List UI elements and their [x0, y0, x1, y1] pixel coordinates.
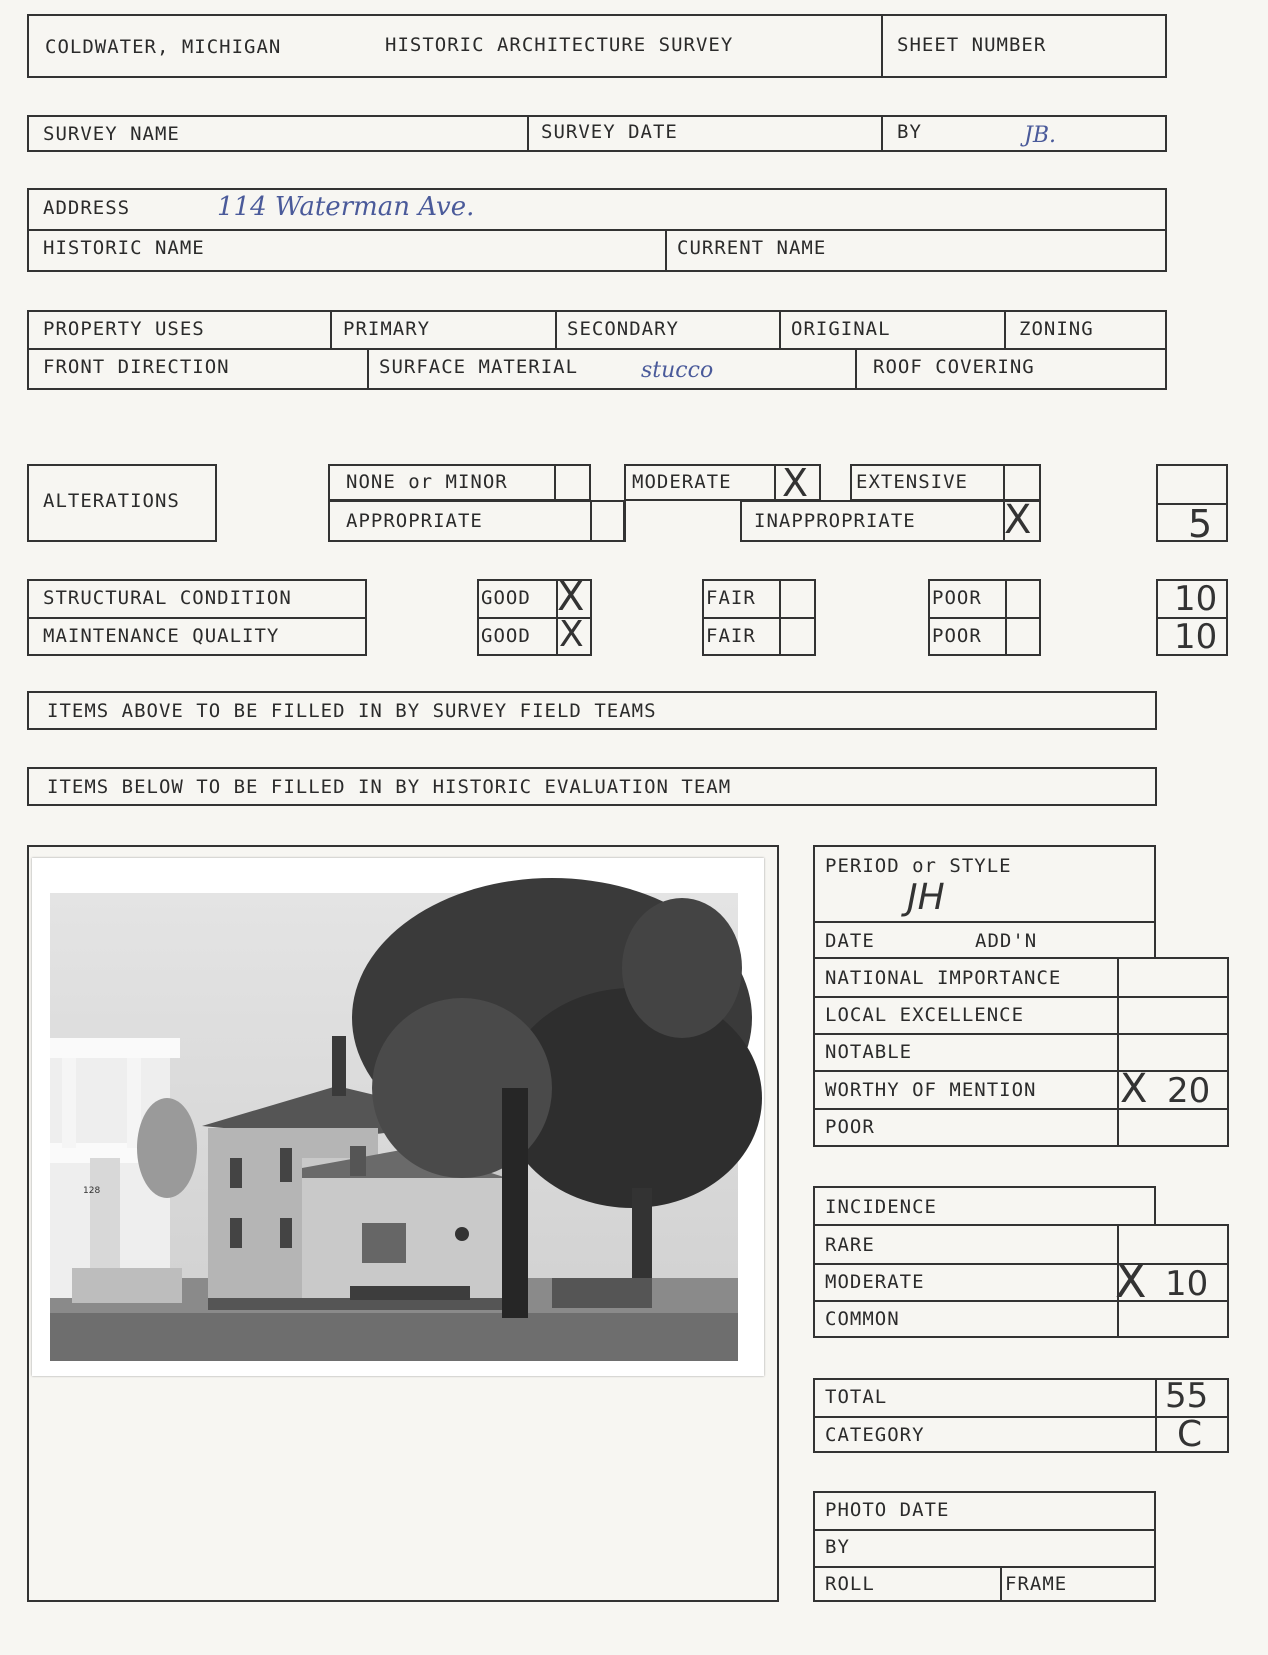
property-box	[27, 310, 1167, 390]
note-above-label: ITEMS ABOVE TO BE FILLED IN BY SURVEY FIELD TEAMS	[47, 700, 657, 722]
incidence-mark: X	[1115, 1254, 1147, 1308]
national-importance-label: NATIONAL IMPORTANCE	[825, 967, 1062, 989]
poor-box	[928, 579, 1041, 656]
note-below-box	[27, 767, 1157, 806]
city-label: COLDWATER, MICHIGAN	[45, 36, 282, 58]
photo-date-label: PHOTO DATE	[825, 1499, 950, 1521]
eval-poor-label: POOR	[825, 1116, 875, 1138]
local-excellence-label: LOCAL EXCELLENCE	[825, 1004, 1025, 1026]
maintenance-quality-label: MAINTENANCE QUALITY	[43, 625, 280, 647]
incidence-box	[813, 1186, 1156, 1226]
category-label: CATEGORY	[825, 1424, 925, 1446]
alt-inappropriate-box	[740, 497, 1041, 543]
page-title: HISTORIC ARCHITECTURE SURVEY	[385, 34, 734, 56]
fair-label-2: FAIR	[706, 625, 756, 647]
sheet-number-label: SHEET NUMBER	[897, 34, 1047, 56]
survey-by-value: JB.	[1024, 123, 1056, 148]
historic-name-label: HISTORIC NAME	[43, 237, 205, 259]
date-box	[813, 921, 1156, 959]
roll-label: ROLL	[825, 1573, 875, 1595]
address-label: ADDRESS	[43, 197, 131, 219]
current-name-label: CURRENT NAME	[677, 237, 827, 259]
alterations-box	[27, 464, 217, 542]
front-direction-label: FRONT DIRECTION	[43, 356, 230, 378]
category-value: C	[1177, 1414, 1203, 1455]
house-photo	[32, 858, 764, 1376]
worthy-of-mention-label: WORTHY OF MENTION	[825, 1079, 1037, 1101]
frame-label: FRAME	[1005, 1573, 1068, 1595]
header-box	[27, 14, 1167, 78]
address-box	[27, 188, 1167, 272]
photo-info-box	[813, 1491, 1156, 1602]
photo-by-label: BY	[825, 1536, 850, 1558]
condition-box	[27, 579, 367, 656]
alt-moderate-box	[624, 461, 821, 505]
eval-date-label: DATE	[825, 930, 875, 952]
note-below-label: ITEMS BELOW TO BE FILLED IN BY HISTORIC EVALUATION TEAM	[47, 776, 732, 798]
totals-box	[813, 1378, 1229, 1453]
period-box	[813, 845, 1156, 923]
condition-score-box	[1156, 579, 1228, 656]
alterations-label: ALTERATIONS	[43, 490, 180, 512]
fair-label-1: FAIR	[706, 587, 756, 609]
survey-name-label: SURVEY NAME	[43, 123, 180, 145]
structural-score-value: 10	[1174, 579, 1218, 619]
total-label: TOTAL	[825, 1386, 888, 1408]
alt-extensive-box	[850, 464, 1041, 501]
alt-none-minor-label: NONE or MINOR	[346, 471, 508, 493]
address-value: 114 Waterman Ave.	[217, 192, 475, 222]
common-label: COMMON	[825, 1308, 900, 1330]
worthy-mark: X	[1120, 1066, 1148, 1112]
surface-material-label: SURFACE MATERIAL	[379, 356, 579, 378]
incidence-score: 10	[1165, 1264, 1209, 1304]
good-box	[477, 574, 592, 656]
addn-label: ADD'N	[975, 930, 1038, 952]
structural-good-mark: X	[557, 574, 585, 620]
maintenance-score-value: 10	[1174, 617, 1218, 657]
period-value: JH	[907, 877, 945, 918]
worthy-score: 20	[1167, 1071, 1211, 1111]
good-label-1: GOOD	[481, 587, 531, 609]
rare-label: RARE	[825, 1234, 875, 1256]
house-photo-image	[32, 858, 764, 1376]
alt-inappropriate-label: INAPPROPRIATE	[754, 510, 916, 532]
fair-box	[702, 579, 816, 656]
note-above-box	[27, 691, 1157, 730]
alt-score-box	[1156, 464, 1228, 546]
zoning-label: ZONING	[1019, 318, 1094, 340]
maintenance-good-mark: X	[559, 614, 584, 655]
total-value: 55	[1165, 1376, 1209, 1416]
incidence-label: INCIDENCE	[825, 1196, 937, 1218]
alt-moderate-label: MODERATE	[632, 471, 732, 493]
primary-label: PRIMARY	[343, 318, 431, 340]
alt-extensive-label: EXTENSIVE	[856, 471, 968, 493]
structural-condition-label: STRUCTURAL CONDITION	[43, 587, 292, 609]
alt-moderate-mark: X	[782, 461, 809, 505]
poor-label-1: POOR	[932, 587, 982, 609]
survey-by-label: BY	[897, 121, 922, 143]
importance-box	[813, 957, 1229, 1147]
property-uses-label: PROPERTY USES	[43, 318, 205, 340]
roof-covering-label: ROOF COVERING	[873, 356, 1035, 378]
alt-appropriate-label: APPROPRIATE	[346, 510, 483, 532]
notable-label: NOTABLE	[825, 1041, 913, 1063]
alt-appropriate-box	[328, 500, 625, 542]
original-label: ORIGINAL	[791, 318, 891, 340]
secondary-label: SECONDARY	[567, 318, 679, 340]
incidence-options-box	[813, 1224, 1229, 1338]
photo-house-number: 128	[83, 1186, 101, 1196]
survey-date-label: SURVEY DATE	[541, 121, 678, 143]
alt-none-minor-box	[328, 464, 591, 501]
incidence-moderate-label: MODERATE	[825, 1271, 925, 1293]
survey-box	[27, 115, 1167, 152]
surface-material-value: stucco	[641, 358, 714, 383]
alt-score-value: 5	[1188, 502, 1213, 546]
good-label-2: GOOD	[481, 625, 531, 647]
alt-inappropriate-mark: X	[1004, 497, 1032, 543]
period-label: PERIOD or STYLE	[825, 855, 1012, 877]
poor-label-2: POOR	[932, 625, 982, 647]
